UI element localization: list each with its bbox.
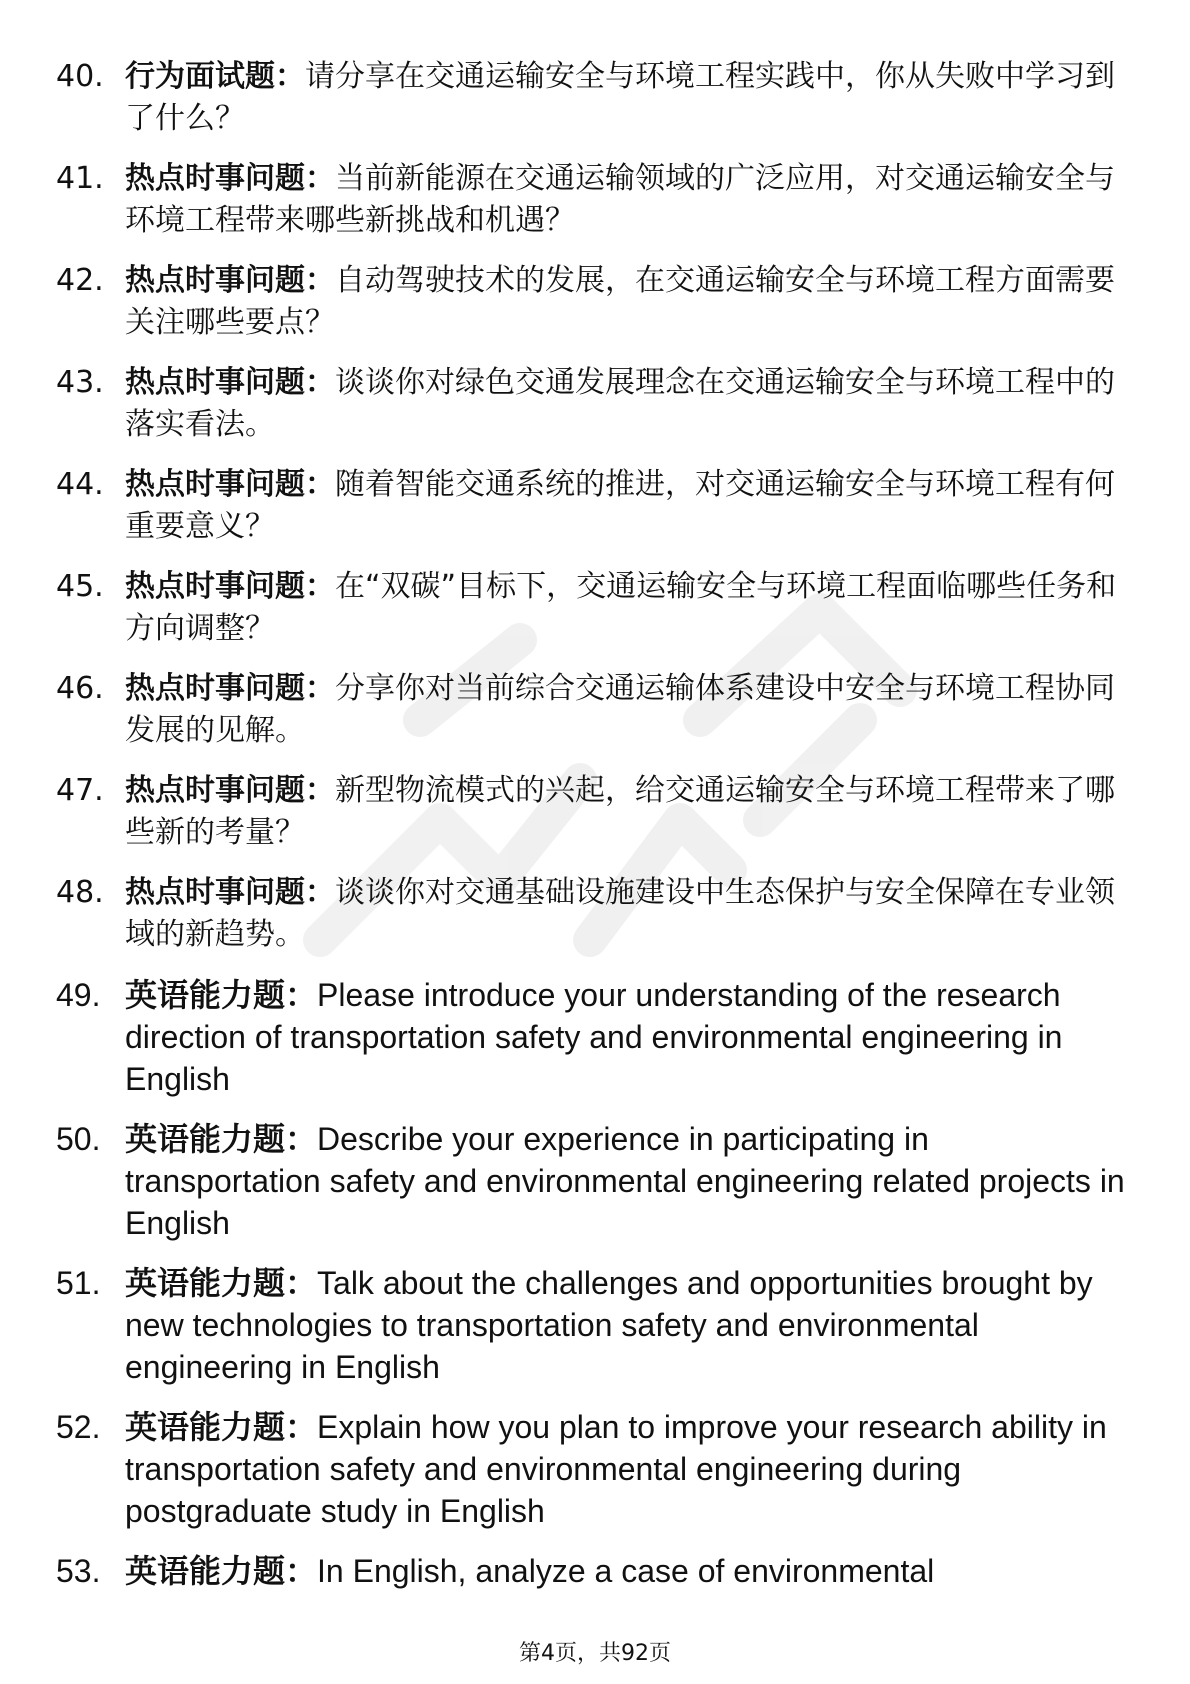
- question-category: 英语能力题：: [125, 1265, 318, 1301]
- question-number: 47.: [56, 773, 104, 808]
- question-body: [125, 1118, 1126, 1244]
- question-number: 49.: [56, 977, 101, 1013]
- question-body: [125, 1262, 1126, 1388]
- question-category: 热点时事问题：: [125, 671, 335, 706]
- question-body: [125, 974, 1126, 1100]
- question-category: 热点时事问题：: [125, 773, 335, 808]
- question-number: 41.: [56, 161, 104, 196]
- question-number: 50.: [56, 1121, 101, 1157]
- question-category: 热点时事问题：: [125, 365, 335, 400]
- question-text: Explain how you plan to improve your research ability in transportation safety and environmental engineering during postgraduate study in English: [125, 1409, 1107, 1529]
- question-item-52: [56, 1406, 1126, 1532]
- question-text: In English, analyze a case of environmental: [317, 1553, 935, 1589]
- question-item-43: [56, 362, 1126, 446]
- question-category: 英语能力题：: [125, 1409, 318, 1445]
- question-text: 自动驾驶技术的发展，在交通运输安全与环境工程方面需要关注哪些要点？: [125, 263, 1115, 340]
- question-category: 英语能力题：: [125, 1121, 318, 1157]
- question-category: 英语能力题：: [125, 977, 318, 1013]
- question-text: 谈谈你对交通基础设施建设中生态保护与安全保障在专业领域的新趋势。: [125, 875, 1115, 952]
- question-category: 热点时事问题：: [125, 161, 335, 196]
- question-item-51: [56, 1262, 1126, 1388]
- question-item-41: [56, 158, 1126, 242]
- question-body: [125, 668, 1126, 752]
- question-body: [125, 566, 1126, 650]
- question-number: 40.: [56, 59, 104, 94]
- question-body: [125, 158, 1126, 242]
- question-number: 52.: [56, 1409, 101, 1445]
- question-number: 43.: [56, 365, 104, 400]
- question-body: [125, 56, 1126, 140]
- question-text: Talk about the challenges and opportunities brought by new technologies to transportation safety and environmental engineering in English: [125, 1265, 1093, 1385]
- question-text: 分享你对当前综合交通运输体系建设中安全与环境工程协同发展的见解。: [125, 671, 1115, 748]
- question-body: [125, 1406, 1126, 1532]
- question-category: 行为面试题：: [125, 59, 305, 94]
- question-number: 46.: [56, 671, 104, 706]
- question-body: [125, 872, 1126, 956]
- question-number: 45.: [56, 569, 104, 604]
- question-text: 在“双碳”目标下，交通运输安全与环境工程面临哪些任务和方向调整？: [125, 569, 1117, 646]
- question-body: [125, 1550, 1126, 1592]
- page-number-footer: 第4页，共92页: [519, 1641, 671, 1666]
- question-item-40: [56, 56, 1126, 140]
- question-item-47: [56, 770, 1126, 854]
- question-item-42: [56, 260, 1126, 344]
- question-item-53: [56, 1550, 1126, 1592]
- question-category: 热点时事问题：: [125, 467, 335, 502]
- question-item-49: [56, 974, 1126, 1100]
- question-item-44: [56, 464, 1126, 548]
- question-category: 英语能力题：: [125, 1553, 318, 1589]
- question-item-45: [56, 566, 1126, 650]
- question-number: 48.: [56, 875, 104, 910]
- question-number: 44.: [56, 467, 104, 502]
- question-category: 热点时事问题：: [125, 569, 335, 604]
- question-text: Please introduce your understanding of the research direction of transportation safety and environmental engineering in English: [125, 977, 1063, 1097]
- question-text: 谈谈你对绿色交通发展理念在交通运输安全与环境工程中的落实看法。: [125, 365, 1115, 442]
- question-category: 热点时事问题：: [125, 263, 335, 298]
- question-number: 53.: [56, 1553, 101, 1589]
- question-number: 42.: [56, 263, 104, 298]
- question-list: [56, 56, 1126, 1610]
- question-text: 请分享在交通运输安全与环境工程实践中，你从失败中学习到了什么？: [125, 59, 1115, 136]
- question-body: [125, 362, 1126, 446]
- question-number: 51.: [56, 1265, 101, 1301]
- question-item-48: [56, 872, 1126, 956]
- question-item-46: [56, 668, 1126, 752]
- question-text: 新型物流模式的兴起，给交通运输安全与环境工程带来了哪些新的考量？: [125, 773, 1115, 850]
- question-text: Describe your experience in participating in transportation safety and environmental engineering related projects in English: [125, 1121, 1125, 1241]
- question-text: 随着智能交通系统的推进，对交通运输安全与环境工程有何重要意义？: [125, 467, 1115, 544]
- question-body: [125, 770, 1126, 854]
- question-body: [125, 260, 1126, 344]
- question-item-50: [56, 1118, 1126, 1244]
- question-body: [125, 464, 1126, 548]
- question-category: 热点时事问题：: [125, 875, 335, 910]
- question-text: 当前新能源在交通运输领域的广泛应用，对交通运输安全与环境工程带来哪些新挑战和机遇？: [125, 161, 1115, 238]
